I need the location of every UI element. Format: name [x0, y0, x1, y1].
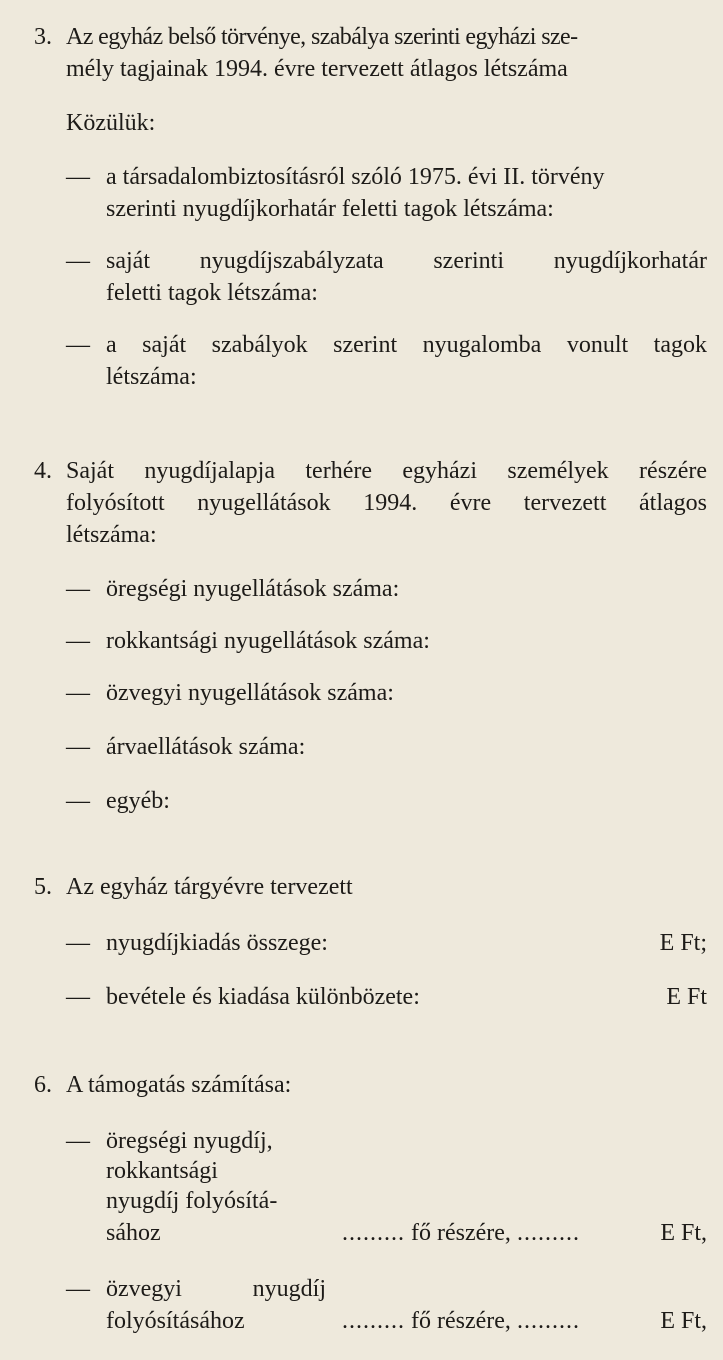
dots: .........	[516, 1220, 580, 1246]
dash: —	[66, 332, 90, 358]
list-item-line: létszáma:	[106, 364, 197, 390]
list-item: egyéb:	[106, 788, 170, 814]
list-item-line: feletti tagok létszáma:	[106, 280, 318, 306]
dash: —	[66, 1276, 90, 1302]
kozuluk-label: Közülük:	[66, 110, 156, 136]
section-title: Az egyház tárgyévre tervezett	[66, 874, 353, 900]
section-title-line: Az egyház belső törvénye, szabálya szerinti egyházi sze-	[66, 24, 578, 50]
section-title: A támogatás számítása:	[66, 1072, 292, 1098]
section-number: 3.	[34, 24, 52, 50]
list-item-line: nyugdíj folyósítá-	[106, 1188, 278, 1214]
list-item: özvegyi nyugellátások száma:	[106, 680, 394, 706]
dash: —	[66, 788, 90, 814]
fo-label: fő részére,	[411, 1308, 511, 1334]
list-item-line: özvegyi nyugdíj	[106, 1276, 326, 1302]
section-title-line: mély tagjainak 1994. évre tervezett átlagos létszáma	[66, 56, 568, 82]
dash: —	[66, 680, 90, 706]
list-item-line: a társadalombiztosításról szóló 1975. évi II. törvény	[106, 164, 605, 190]
list-item: rokkantsági nyugellátások száma:	[106, 628, 430, 654]
unit-label: E Ft,	[660, 1308, 707, 1334]
list-item: nyugdíjkiadás összege:	[106, 930, 328, 956]
dash: —	[66, 248, 90, 274]
unit-label: E Ft;	[659, 930, 707, 956]
dash: —	[66, 984, 90, 1010]
fo-label: fő részére,	[411, 1220, 511, 1246]
section-title-line: folyósított nyugellátások 1994. évre tervezett átlagos	[66, 490, 707, 516]
list-item: árvaellátások száma:	[106, 734, 306, 760]
dots: .........	[342, 1308, 405, 1334]
section-title-line: létszáma:	[66, 522, 157, 548]
dots: .........	[516, 1308, 580, 1334]
list-item: bevétele és kiadása különbözete:	[106, 984, 420, 1010]
dash: —	[66, 734, 90, 760]
fill-line	[342, 1218, 580, 1248]
dots: .........	[342, 1220, 405, 1246]
unit-label: E Ft,	[660, 1220, 707, 1246]
section-number: 5.	[34, 874, 52, 900]
dash: —	[66, 164, 90, 190]
dash: —	[66, 1128, 90, 1154]
section-number: 6.	[34, 1072, 52, 1098]
dash: —	[66, 628, 90, 654]
list-item-line: rokkantsági	[106, 1158, 218, 1184]
list-item-line: sához	[106, 1220, 161, 1246]
list-item-line: a saját szabályok szerint nyugalomba vonult tagok	[106, 332, 707, 358]
list-item: öregségi nyugellátások száma:	[106, 576, 400, 602]
list-item-line: folyósításához	[106, 1308, 245, 1334]
section-number: 4.	[34, 458, 52, 484]
section-title-line: Saját nyugdíjalapja terhére egyházi személyek részére	[66, 458, 707, 484]
dash: —	[66, 930, 90, 956]
fill-line	[342, 1306, 580, 1336]
list-item-line: saját nyugdíjszabályzata szerinti nyugdíjkorhatár	[106, 248, 707, 274]
list-item-line: szerinti nyugdíjkorhatár feletti tagok létszáma:	[106, 196, 554, 222]
dash: —	[66, 576, 90, 602]
unit-label: E Ft	[666, 984, 707, 1010]
list-item-line: öregségi nyugdíj,	[106, 1128, 273, 1154]
